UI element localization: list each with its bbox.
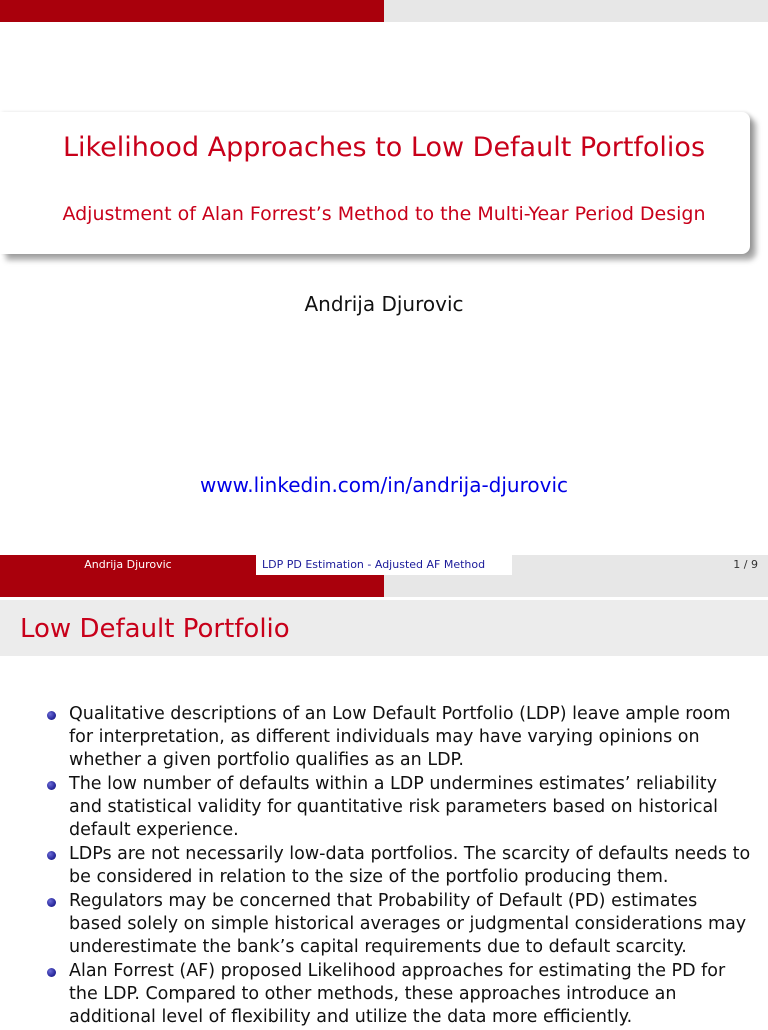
- next-slide-top-bar-accent: [0, 575, 384, 597]
- footer-author: Andrija Djurovic: [0, 555, 256, 575]
- linkedin-link[interactable]: www.linkedin.com/in/andrija-djurovic: [199, 473, 569, 497]
- slide-title: Likelihood Approaches to Low Default Portfolios: [62, 132, 706, 163]
- footer-page-text: 1 / 9: [733, 558, 758, 571]
- list-item: [44, 890, 754, 959]
- bullet-text: Regulators may be concerned that Probability of Default (PD) estimates based solely on simple historical averages or judgmental considerations may underestimate the bank’s capital requirements due to default scarcity.: [69, 891, 747, 957]
- top-bar-accent: [0, 0, 384, 22]
- bullet-text: The low number of defaults within a LDP undermines estimates’ reliability and statistical validity for quantitative risk parameters based on historical default experience.: [69, 774, 719, 840]
- frame-title: Low Default Portfolio: [20, 614, 290, 644]
- bullet-text: LDPs are not necessarily low-data portfolios. The scarcity of defaults needs to be considered in relation to the size of the portfolio producing them.: [69, 844, 751, 887]
- list-item: [44, 843, 754, 889]
- bullet-icon: [47, 711, 56, 720]
- bullet-text: Alan Forrest (AF) proposed Likelihood approaches for estimating the PD for the LDP. Compared to other methods, these approaches introduce an additional level of flexibility and utilize the data more efficiently.: [69, 961, 726, 1027]
- top-bar-grey: [384, 0, 768, 22]
- bullet-list: [44, 703, 754, 1030]
- author-name: Andrija Djurovic: [304, 292, 464, 316]
- bullet-icon: [47, 781, 56, 790]
- list-item: [44, 703, 754, 772]
- list-item: [44, 773, 754, 842]
- bullet-icon: [47, 851, 56, 860]
- footer-short-title-text: LDP PD Estimation - Adjusted AF Method: [256, 555, 485, 575]
- slide-subtitle: Adjustment of Alan Forrest’s Method to the Multi-Year Period Design: [62, 203, 706, 225]
- bullet-icon: [47, 898, 56, 907]
- footer-short-title: [256, 555, 512, 575]
- footer-page-number: [512, 555, 768, 575]
- bullet-text: Qualitative descriptions of an Low Default Portfolio (LDP) leave ample room for interpretation, as different individuals may have varying opinions on whether a given portfolio qualifies as an LDP.: [69, 704, 731, 770]
- next-slide-top-bar-grey: [384, 575, 768, 597]
- list-item: [44, 960, 754, 1029]
- bullet-icon: [47, 968, 56, 977]
